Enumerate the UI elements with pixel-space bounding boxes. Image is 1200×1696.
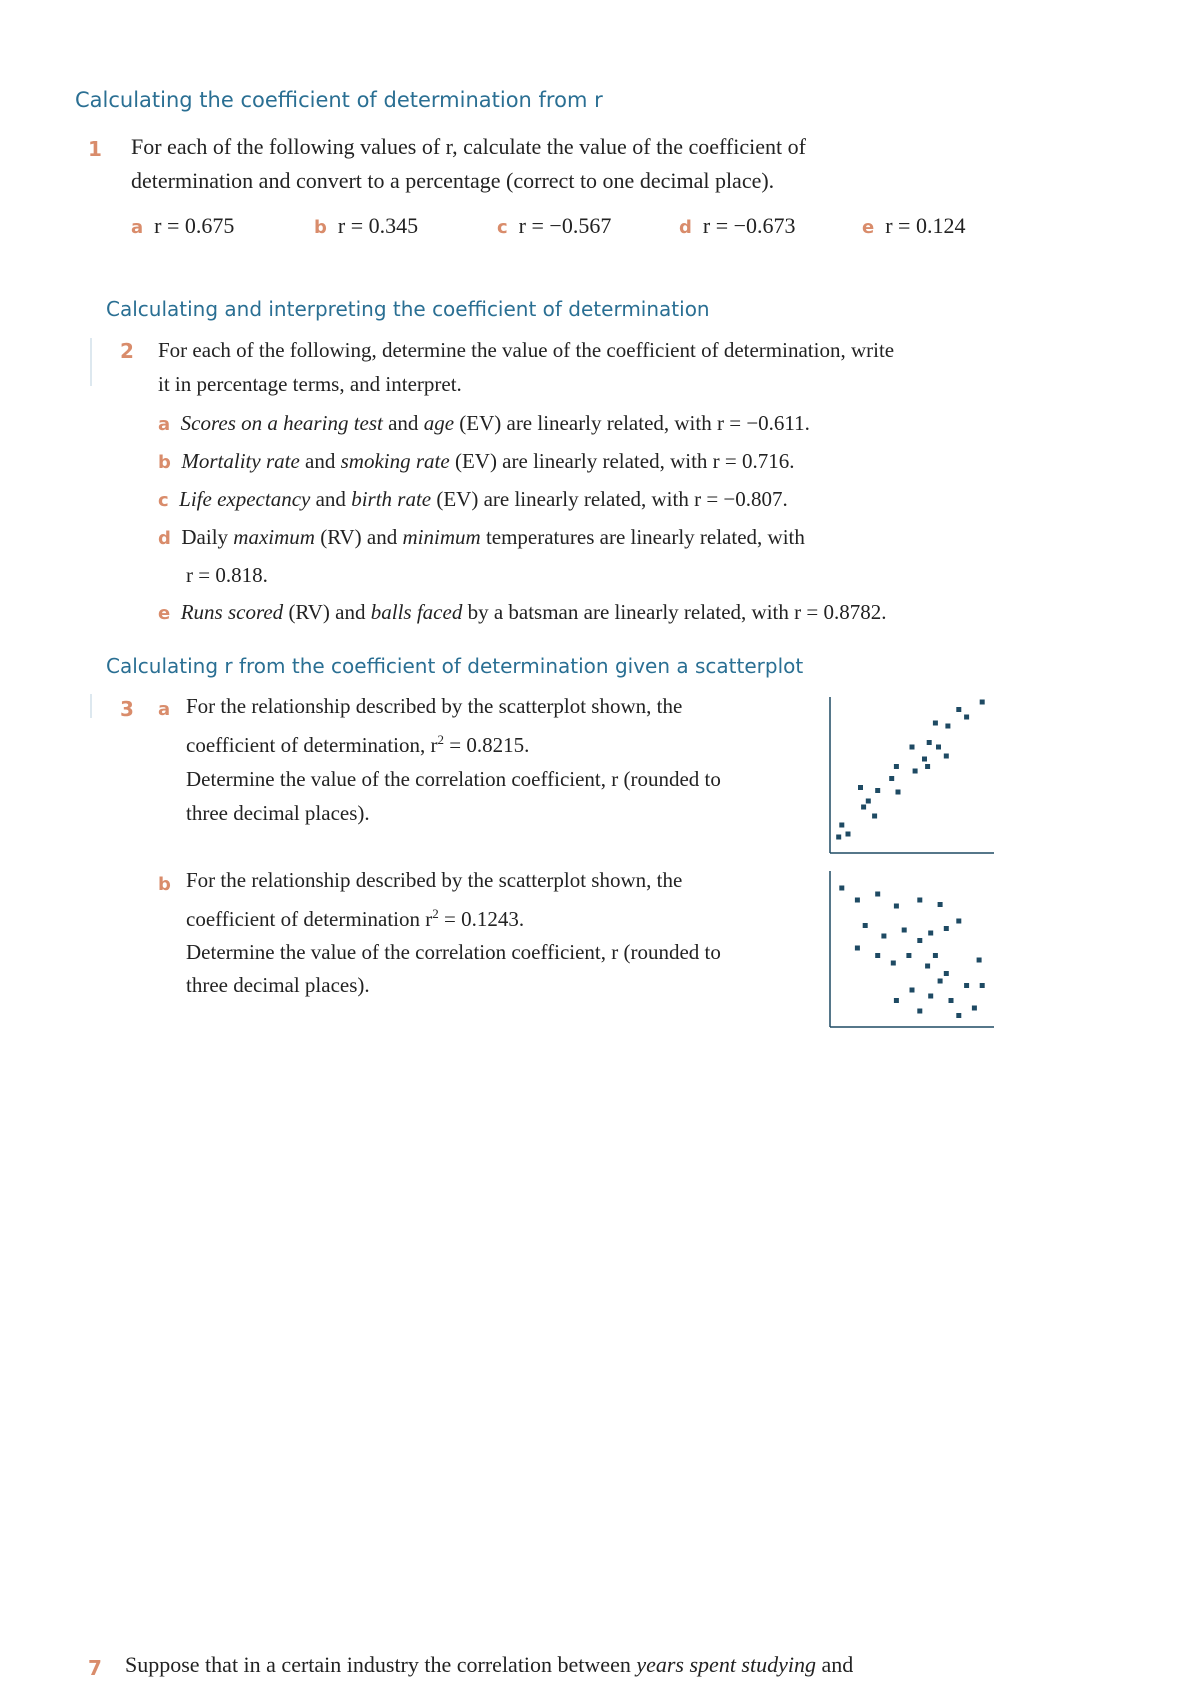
scatter-point xyxy=(855,898,860,903)
part-letter: a xyxy=(158,414,171,435)
part-text: (EV) are linearly related, with r = −0.611. xyxy=(454,411,810,435)
part-letter: c xyxy=(497,217,508,238)
scatter-point xyxy=(875,892,880,897)
part-emphasis: minimum xyxy=(402,525,481,549)
part-emphasis: birth rate xyxy=(351,487,432,511)
scatter-point xyxy=(922,757,927,762)
part-letter: e xyxy=(158,603,171,624)
scatter-point xyxy=(956,1013,961,1018)
part-text: and xyxy=(382,411,424,435)
scatter-point xyxy=(866,799,871,804)
q2-part-b xyxy=(158,443,886,481)
q2-part-e xyxy=(158,594,886,632)
scatter-point xyxy=(972,1006,977,1011)
question-1-line1: For each of the following values of r, calculate the value of the coefficient of xyxy=(131,134,806,159)
margin-rule xyxy=(90,338,92,386)
q3a-line2-post: = 0.8215. xyxy=(444,733,530,757)
section-heading-2: Calculating and interpreting the coefficient of determination xyxy=(106,297,710,321)
question-1-text xyxy=(131,130,806,198)
margin-rule xyxy=(90,694,92,718)
scatter-point xyxy=(875,953,880,958)
part-letter: d xyxy=(679,217,692,238)
scatter-point xyxy=(839,823,844,828)
scatter-point xyxy=(925,964,930,969)
scatter-point xyxy=(977,958,982,963)
question-2-line2: it in percentage terms, and interpret. xyxy=(158,372,462,396)
scatter-point xyxy=(980,983,985,988)
q3b-line3: Determine the value of the correlation coefficient, r (rounded to xyxy=(186,940,721,964)
scatter-point xyxy=(858,785,863,790)
part-letter: b xyxy=(158,452,171,473)
part-text: and xyxy=(299,449,341,473)
part-letter: c xyxy=(158,490,169,511)
scatter-point xyxy=(855,946,860,951)
scatter-point xyxy=(872,814,877,819)
scatter-point xyxy=(863,923,868,928)
part-text: temperatures are linearly related, with xyxy=(480,525,805,549)
question-number-2: 2 xyxy=(120,339,134,363)
question-2-line1: For each of the following, determine the value of the coefficient of determination, write xyxy=(158,338,895,362)
scatter-point xyxy=(839,886,844,891)
part-emphasis: age xyxy=(423,411,455,435)
part-text: r = 0.124 xyxy=(885,213,966,238)
part-emphasis: Life expectancy xyxy=(179,487,311,511)
scatter-point xyxy=(956,707,961,712)
part-text: (RV) and xyxy=(283,600,371,624)
scatter-point xyxy=(956,919,961,924)
scatter-point xyxy=(861,805,866,810)
q3a-line4: three decimal places). xyxy=(186,801,370,825)
part-letter: a xyxy=(131,217,144,238)
question-number-1: 1 xyxy=(88,137,102,161)
scatter-point xyxy=(836,835,841,840)
question-1-line2: determination and convert to a percentage (correct to one decimal place). xyxy=(131,168,775,193)
q2-part-d-continued: r = 0.818. xyxy=(186,563,268,587)
section-heading-3: Calculating r from the coefficient of determination given a scatterplot xyxy=(106,654,804,678)
q3-part-b-letter: b xyxy=(158,874,171,895)
q3-part-b-text xyxy=(186,864,721,1002)
scatter-point xyxy=(896,790,901,795)
q1-part-b xyxy=(314,213,418,239)
scatter-point xyxy=(949,998,954,1003)
scatterplot-a xyxy=(828,695,994,855)
question-number-3: 3 xyxy=(120,697,134,721)
part-text: (EV) are linearly related, with r = 0.716. xyxy=(449,449,795,473)
q2-part-a xyxy=(158,405,886,443)
q7-text-post: and xyxy=(816,1652,854,1677)
part-text: by a batsman are linearly related, with r = 0.8782. xyxy=(462,600,887,624)
q1-part-d xyxy=(679,213,796,239)
part-text: Daily xyxy=(181,525,234,549)
scatter-point xyxy=(927,740,932,745)
part-emphasis: Scores on a hearing test xyxy=(180,411,383,435)
part-emphasis: Runs scored xyxy=(180,600,284,624)
scatter-point xyxy=(964,715,969,720)
q3b-line4: three decimal places). xyxy=(186,973,370,997)
part-text: r = 0.675 xyxy=(154,213,235,238)
scatter-point xyxy=(875,788,880,793)
scatter-point xyxy=(902,928,907,933)
q3-part-a-letter: a xyxy=(158,699,171,720)
scatter-point xyxy=(944,926,949,931)
part-emphasis: maximum xyxy=(233,525,315,549)
q3a-line3: Determine the value of the correlation coefficient, r (rounded to xyxy=(186,767,721,791)
question-7-text xyxy=(125,1652,853,1678)
q3a-line1: For the relationship described by the scatterplot shown, the xyxy=(186,694,683,718)
q2-parts xyxy=(158,405,886,632)
part-letter: b xyxy=(314,217,327,238)
scatter-point xyxy=(913,769,918,774)
scatter-point xyxy=(889,776,894,781)
scatter-point xyxy=(917,1009,922,1014)
scatter-point xyxy=(928,931,933,936)
q3a-superscript: 2 xyxy=(437,732,445,747)
scatter-point xyxy=(945,724,950,729)
part-text: (EV) are linearly related, with r = −0.807. xyxy=(431,487,788,511)
scatter-point xyxy=(910,745,915,750)
q3a-line2 xyxy=(186,723,721,762)
scatter-point xyxy=(938,902,943,907)
question-number-7: 7 xyxy=(88,1656,102,1680)
q2-part-c xyxy=(158,481,886,519)
scatter-point xyxy=(980,700,985,705)
scatter-point xyxy=(938,979,943,984)
scatter-point xyxy=(894,764,899,769)
q3b-line2-pre: coefficient of determination r xyxy=(186,907,433,931)
q3b-line2 xyxy=(186,897,721,936)
scatter-point xyxy=(928,994,933,999)
part-emphasis: Mortality rate xyxy=(181,449,300,473)
scatter-point xyxy=(964,983,969,988)
part-text: and xyxy=(310,487,352,511)
q3b-line2-post: = 0.1243. xyxy=(438,907,525,931)
scatter-point xyxy=(910,988,915,993)
q1-part-a xyxy=(131,213,234,239)
scatter-point xyxy=(925,764,930,769)
q3b-superscript: 2 xyxy=(432,906,439,921)
scatter-point xyxy=(933,953,938,958)
scatter-point xyxy=(906,953,911,958)
part-text: r = −0.673 xyxy=(702,213,796,238)
scatterplot-b xyxy=(828,869,994,1029)
part-emphasis: smoking rate xyxy=(340,449,450,473)
part-text: r = −0.567 xyxy=(518,213,612,238)
scatter-point xyxy=(894,904,899,909)
q7-emphasis: years spent studying xyxy=(636,1652,816,1677)
part-text: (RV) and xyxy=(314,525,403,549)
q1-part-c xyxy=(497,213,611,239)
q2-part-d xyxy=(158,519,886,557)
scatter-point xyxy=(933,721,938,726)
part-letter: d xyxy=(158,528,171,549)
scatter-point xyxy=(894,998,899,1003)
q3a-line2-pre: coefficient of determination, r xyxy=(186,733,438,757)
part-text: r = 0.345 xyxy=(337,213,419,238)
scatter-point xyxy=(846,832,851,837)
q3b-line1: For the relationship described by the scatterplot shown, the xyxy=(186,868,683,892)
q1-part-e xyxy=(862,213,965,239)
scatter-point xyxy=(944,754,949,759)
scatter-point xyxy=(944,971,949,976)
scatter-point xyxy=(891,961,896,966)
q7-text-pre: Suppose that in a certain industry the correlation between xyxy=(125,1652,637,1677)
scatter-point xyxy=(917,898,922,903)
scatter-point xyxy=(936,745,941,750)
scatter-point xyxy=(881,934,886,939)
scatter-point xyxy=(917,938,922,943)
question-2-text xyxy=(158,333,894,401)
q3-part-a-text xyxy=(186,689,721,830)
section-heading-1: Calculating the coefficient of determination from r xyxy=(75,88,603,112)
part-emphasis: balls faced xyxy=(370,600,463,624)
part-letter: e xyxy=(862,217,875,238)
